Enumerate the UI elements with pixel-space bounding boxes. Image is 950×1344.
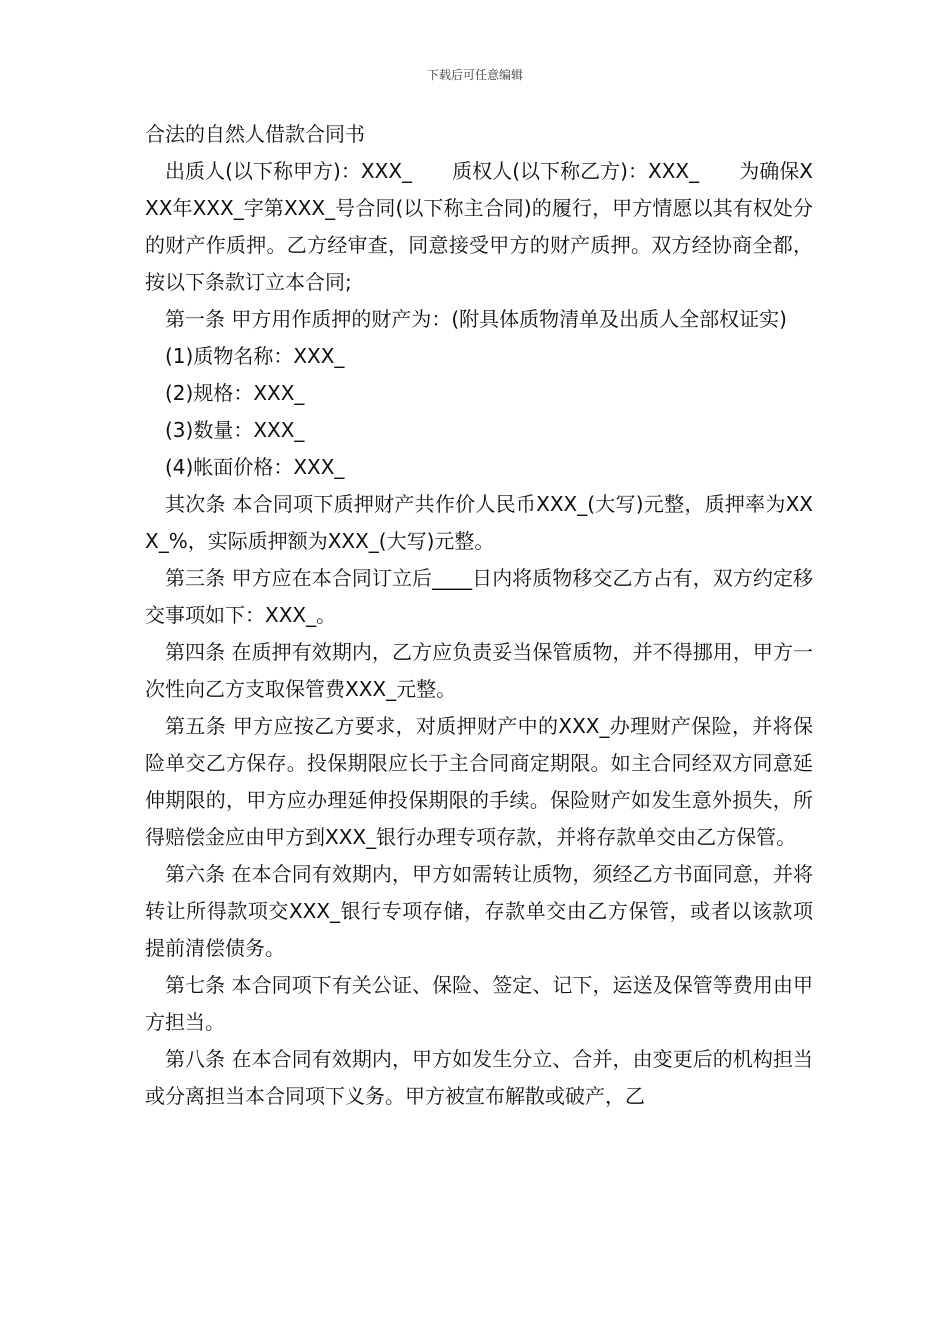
paragraph-article-3: 第三条 甲方应在本合同订立后____日内将质物移交乙方占有，双方约定移交事项如下：XXX_。 xyxy=(145,566,813,627)
paragraph-article-4: 第四条 在质押有效期内，乙方应负责妥当保管质物，并不得挪用，甲方一次性向乙方支取保管费XXX_元整。 xyxy=(145,640,813,701)
paragraph-article-8: 第八条 在本合同有效期内，甲方如发生分立、合并，由变更后的机构担当或分离担当本合同项下义务。甲方被宣布解散或破产，乙 xyxy=(145,1047,813,1108)
list-item: (3)数量：XXX_ xyxy=(165,418,305,442)
paragraph-intro: 出质人(以下称甲方)：XXX_ 质权人(以下称乙方)：XXX_ 为确保XXX年XXX_字第XXX_号合同(以下称主合同)的履行，甲方情愿以其有权处分的财产作质押。乙方经审查，同意接受甲方的财产质押。双方经协商全都，按以下条款订立本合同; xyxy=(145,159,813,294)
paragraph-article-2: 其次条 本合同项下质押财产共作价人民币XXX_(大写)元整，质押率为XXX_%，实际质押额为XXX_(大写)元整。 xyxy=(145,492,813,553)
paragraph-article-1: 第一条 甲方用作质押的财产为：(附具体质物清单及出质人全部权证实) xyxy=(165,307,787,331)
paragraph-article-5: 第五条 甲方应按乙方要求，对质押财产中的XXX_办理财产保险，并将保险单交乙方保存。投保期限应长于主合同商定期限。如主合同经双方同意延伸期限的，甲方应办理延伸投保期限的手续。保险财产如发生意外损失，所得赔偿金应由甲方到XXX_银行办理专项存款，并将存款单交由乙方保管。 xyxy=(145,714,813,849)
list-item: (2)规格：XXX_ xyxy=(165,381,305,405)
document-body xyxy=(145,116,813,1115)
paragraph-article-6: 第六条 在本合同有效期内，甲方如需转让质物，须经乙方书面同意，并将转让所得款项交XXX_银行专项存储，存款单交由乙方保管，或者以该款项提前清偿债务。 xyxy=(145,862,813,960)
document-title: 合法的自然人借款合同书 xyxy=(145,122,365,146)
list-item: (1)质物名称：XXX_ xyxy=(165,344,345,368)
paragraph-article-7: 第七条 本合同项下有关公证、保险、签定、记下，运送及保管等费用由甲方担当。 xyxy=(145,973,813,1034)
page-header-note: 下载后可任意编辑 xyxy=(426,68,523,82)
list-item: (4)帐面价格：XXX_ xyxy=(165,455,345,479)
